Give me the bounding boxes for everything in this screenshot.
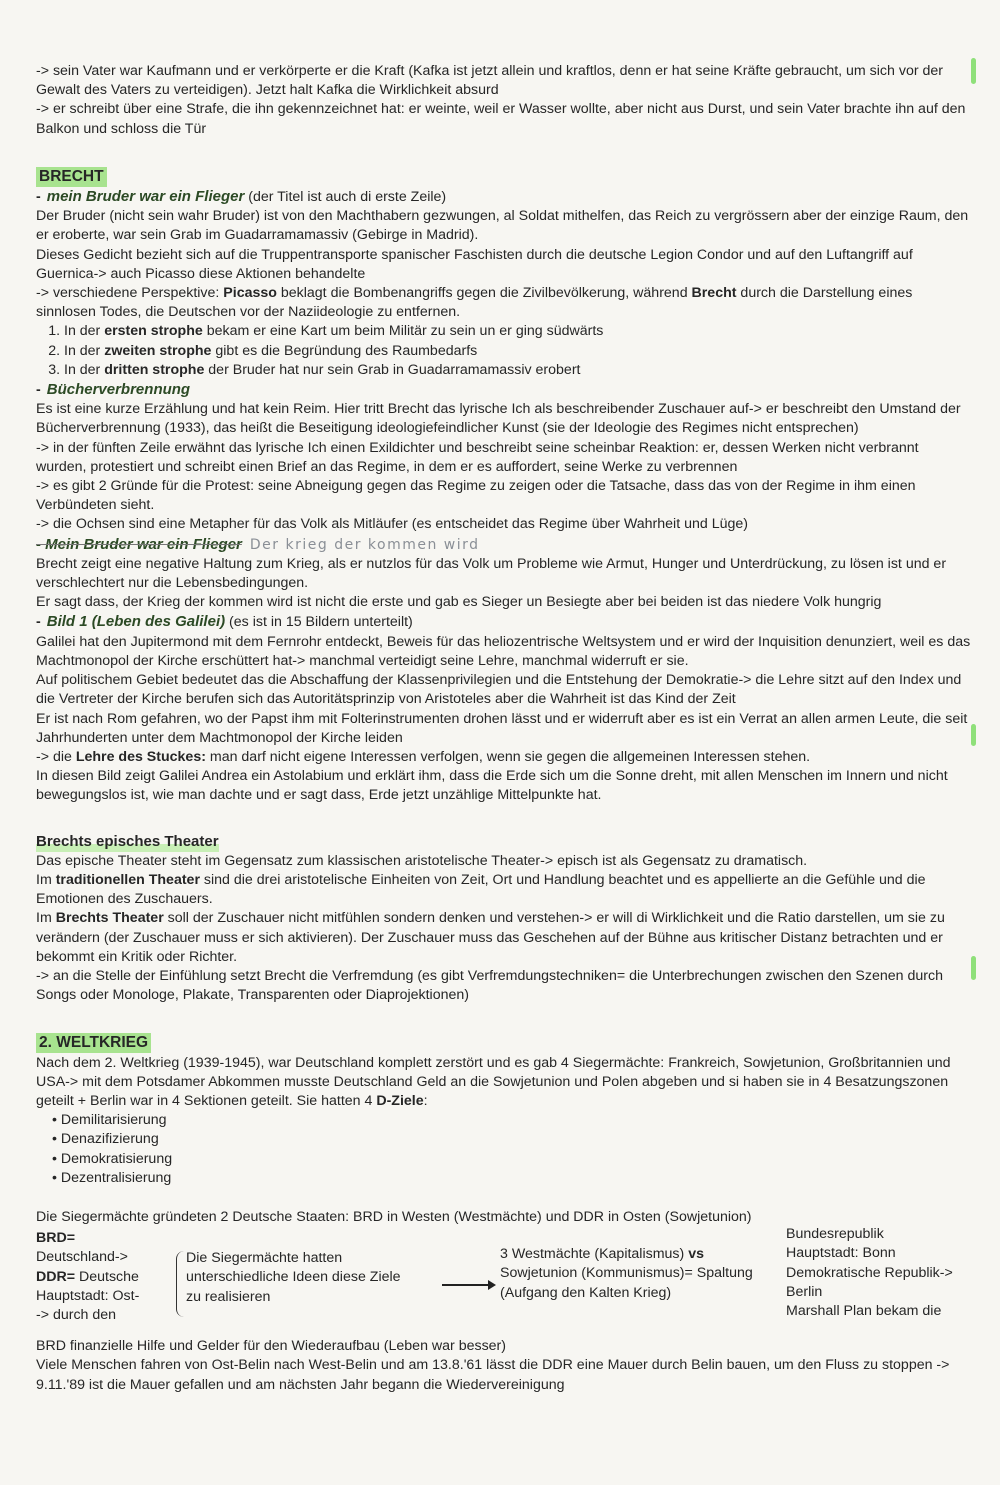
- diagram-right-column: [786, 1225, 986, 1321]
- theater-paragraph-4: -> an die Stelle der Einfühlung setzt Brecht die Verfremdung (es gibt Verfremdungstechniken= die Unterbrechungen zwischen den Szenen durch Songs oder Monologe, Plakate, Transparenten oder Diaprojektionen): [36, 967, 943, 1004]
- ddr-capital: Hauptstadt: Ost-: [36, 1287, 140, 1304]
- d-ziele-bold: D-Ziele: [376, 1092, 424, 1109]
- brd-text: Deutschland->: [36, 1249, 128, 1266]
- right-line: Demokratische Republik->: [786, 1264, 953, 1281]
- kalter-krieg-text: (Aufgang den Kalten Krieg): [500, 1284, 672, 1301]
- theater-paragraph-3: Im Brechts Theater soll der Zuschauer nicht mitfühlen sondern denken und verstehen-> er will di Wirklichkeit und die Ratio darstellen, um sie zu verändern (der Zuschauer muss er sich aktivieren). Der Zuschauer muss das Geschehen auf der Bühne aus kritischer Distanz betrachten und er bekommt ein Kritik oder Richter.: [36, 910, 945, 965]
- picasso-bold: Picasso: [223, 285, 277, 302]
- strophe-item: 1. In der ersten strophe bekam er eine Kart um beim Militär zu sein un er ging südwärts: [64, 322, 972, 341]
- right-line: Berlin: [786, 1283, 823, 1300]
- krieg-paragraph-2: Er sagt dass, der Krieg der kommen wird ist nicht die erste und gab es Sieger un Besiegte aber bei beiden ist das niedere Volk hungrig: [36, 594, 882, 611]
- ww2-paragraph-2: Die Siegermächte gründeten 2 Deutsche Staaten: BRD in Westen (Westmächte) und DDR in Osten (Sowjetunion): [36, 1208, 752, 1225]
- theater-paragraph-2: Im traditionellen Theater sind die drei aristotelische Einheiten von Zeit, Ort und Handlung beachtet und es appellierte an die Gefühle und die Emotionen des Zuschauers.: [36, 871, 926, 908]
- bruder-paragraph-3: [36, 284, 972, 322]
- galilei-paragraph-1: Galilei hat den Jupitermond mit dem Fernrohr entdeckt, Beweis für das heliozentrische Weltsystem und er wird der Inquisition denunziert, weil es das Machtmonopol der Kirche erschüttert hat-> manchmal verteidigt seine Lehre, manchmal widerruft er sie.: [36, 633, 971, 669]
- ww2-paragraph-1: Nach dem 2. Weltkrieg (1939-1945), war Deutschland komplett zerstört und es gab 4 Siegermächte: Frankreich, Sowjetunion, Großbritannien und USA-> mit dem Potsdamer Abkommen musste Deutschland Geld an die Sowjetunion und Polen abgeben und si haben sie in 4 Besatzungszonen geteilt + Berlin war in 4 Sektionen geteilt. Sie hatten 4 D-Ziele:: [36, 1054, 951, 1109]
- strophe-list: [36, 322, 972, 380]
- spaltung-text: Sowjetunion (Kommunismus)= Spaltung: [500, 1265, 753, 1282]
- galilei-paragraph-3: Er ist nach Rom gefahren, wo der Papst ihm mit Folterinstrumenten drohen lässt und er widerruft aber es ist ein Verrat an allen armen Leute, die seit Jahrhunderten unter dem Machtmonopol der Kirche leiden: [36, 710, 968, 746]
- strophe-item: 3. In der dritten strophe der Bruder hat nur sein Grab in Guadarramamassiv erobert: [64, 361, 972, 380]
- krieg-paragraph-1: Brecht zeigt eine negative Haltung zum Krieg, als er nutzlos für das Volk um Probleme wie Armut, Hunger und Unterdrückung, zu lösen ist und er verschlechtert nur die Lebensbedingungen.: [36, 555, 947, 592]
- galilei-paragraph-2: Auf politischem Gebiet bedeutet das die Abschaffung der Klassenprivilegien und die Entstehung der Demokratie-> die Lehre sitzt auf den Index und die Vertreter der Kirche berufen sich das Autoritätsprinzip von Aristoteles aber die Wahrheit ist das Kind der Zeit: [36, 672, 962, 708]
- lehre-text: man darf nicht eigene Interessen verfolgen, wenn sie gegen die allgemeinen Interessen stehen.: [205, 748, 811, 765]
- galilei-paragraph-4: [36, 748, 972, 767]
- arrow-right-icon: [442, 1284, 494, 1286]
- traditional-theater-bold: traditionellen Theater: [55, 871, 200, 888]
- buecher-paragraph-3: -> es gibt 2 Gründe für die Protest: seine Abneigung gegen das Regime zu zeigen oder die Tatsache, dass das von der Regime in ihm einen Verbündeten sieht.: [36, 478, 916, 514]
- mid-line: zu realisieren: [186, 1288, 271, 1305]
- diagram-arrow-column: [500, 1245, 790, 1303]
- brecht-bold: Brecht: [691, 285, 737, 302]
- vs-label: vs: [688, 1246, 704, 1263]
- intro-line-2: -> er schreibt über eine Strafe, die ihn gekennzeichnet hat: er weinte, weil er Wasser wollte, aber nicht aus Durst, und sein Vater brachte ihn auf den Balkon und schloss die Tür: [36, 101, 966, 137]
- bruder-paragraph-1: Der Bruder (nicht sein wahr Bruder) ist von den Machthabern gezwungen, al Soldat mithelfen, das Reich zu vergrössern aber der einzige Raum, den er eroberte, war sein Grab im Guadarramamassiv (Gebirge in Madrid).: [36, 208, 969, 244]
- section-title-galilei: - Bild 1 (Leben des Galilei) (es ist in 15 Bildern unterteilt): [36, 613, 413, 631]
- perspective-middle: beklagt die Bombenangriffs gegen die Zivilbevölkerung, während: [276, 285, 692, 302]
- d-ziel-item: • Demokratisierung: [52, 1150, 972, 1169]
- lehre-bold: Lehre des Stuckes:: [75, 748, 206, 765]
- ww2-heading: 2. WELTKRIEG: [36, 1033, 151, 1053]
- durch-den-text: -> durch den: [36, 1306, 117, 1323]
- intro-line-1: -> sein Vater war Kaufmann und er verkörperte er die Kraft (Kafka ist jetzt allein und kraftlos, denn er hat seine Kräfte gebraucht, um sich vor der Gewalt des Vaters zu verteidigen). Jetzt halt Kafka die Wirklichkeit absurd: [36, 63, 944, 99]
- lehre-intro: -> die: [36, 748, 76, 765]
- handwritten-correction: Der krieg der kommen wird: [249, 536, 480, 553]
- d-ziel-item: • Demilitarisierung: [52, 1111, 972, 1130]
- brecht-theater-bold: Brechts Theater: [55, 910, 164, 927]
- bruder-title-note: (der Titel ist auch di erste Zeile): [244, 189, 447, 206]
- diagram-left-column: [36, 1229, 176, 1325]
- section-title-buecher: - Bücherverbrennung: [36, 381, 191, 399]
- galilei-paragraph-5: In diesen Bild zeigt Galilei Andrea ein Astolabium und erklärt ihm, dass die Erde sich um die Sonne dreht, mit allen Menschen im Innern und nicht bewegungslos ist, wie man dachte und er sagt dass, Erde jetzt unzählige Mittelpunkte hat.: [36, 768, 948, 804]
- brecht-heading: BRECHT: [36, 167, 107, 187]
- buecher-paragraph-2: -> in der fünften Zeile erwähnt das lyrische Ich einen Exildichter und beschreibt seine scheinbar Reaktion: er, dessen Werken nicht verbrannt wurden, protestiert und schreibt einen Brief an das Regime, in dem er es auffordert, seine Werke zu verbrennen: [36, 439, 919, 475]
- westmaechte-text: 3 Westmächte (Kapitalismus): [500, 1246, 689, 1263]
- brd-label: BRD=: [36, 1230, 76, 1247]
- right-line: Bundesrepublik: [786, 1226, 884, 1243]
- galilei-title-note: (es ist in 15 Bildern unterteilt): [225, 614, 413, 631]
- theater-paragraph-1: Das epische Theater steht im Gegensatz zum klassischen aristotelische Theater-> episch ist als Gegensatz zu dramatisch.: [36, 852, 808, 869]
- galilei-title: Bild 1 (Leben des Galilei): [46, 613, 226, 631]
- perspective-end: durch die Darstellung eines sinnlosen Todes, die Deutschen vor der Naziideologie zu entfernen.: [36, 285, 913, 321]
- bruder-paragraph-2: Dieses Gedicht bezieht sich auf die Truppentransporte spanischer Faschisten durch die deutsche Legion Condor und auf den Luftangriff auf Guernica-> auch Picasso diese Aktionen behandelte: [36, 246, 913, 282]
- buecher-paragraph-1: Es ist eine kurze Erzählung und hat kein Reim. Hier tritt Brecht das lyrische Ich als beschreibender Zuschauer auf-> er beschreibt den Umstand der Bücherverbrennung (1933), das heißt die Beseitigung ideologiefeindlicher Kunst (sie der Ideologie des Regimes nicht entsprechen): [36, 401, 961, 437]
- krieg-title-crossed: - Mein Bruder war ein Flieger: [36, 535, 242, 553]
- ddr-label: DDR=: [36, 1268, 76, 1285]
- buecher-paragraph-4: -> die Ochsen sind eine Metapher für das Volk als Mitläufer (es entscheidet das Regime über Wahrheit und Lüge): [36, 516, 748, 533]
- d-ziele-list: [36, 1111, 972, 1188]
- right-line: Marshall Plan bekam die: [786, 1302, 942, 1319]
- buecher-title: Bücherverbrennung: [46, 381, 191, 399]
- strophe-item: 2. In der zweiten strophe gibt es die Begründung des Raumbedarfs: [64, 342, 972, 361]
- mid-line: unterschiedliche Ideen diese Ziele: [186, 1269, 401, 1286]
- section-title-bruder: - mein Bruder war ein Flieger (der Titel ist auch di erste Zeile): [36, 188, 447, 206]
- bruder-title: mein Bruder war ein Flieger: [46, 188, 245, 206]
- d-ziel-item: • Dezentralisierung: [52, 1169, 972, 1188]
- section-title-krieg: [36, 535, 972, 555]
- ddr-text: Deutsche: [75, 1268, 139, 1285]
- perspective-intro: -> verschiedene Perspektive:: [36, 285, 224, 302]
- right-line: Hauptstadt: Bonn: [786, 1245, 896, 1262]
- ww2-paragraph-4: Viele Menschen fahren von Ost-Belin nach West-Belin und am 13.8.'61 lässt die DDR eine Mauer durch Belin bauen, um den Fluss zu stoppen -> 9.11.'89 ist die Mauer gefallen und am nächsten Jahr begann die Wiedervereinigung: [36, 1357, 950, 1393]
- mid-line: Die Siegermächte hatten: [186, 1250, 343, 1267]
- d-ziel-item: • Denazifizierung: [52, 1130, 972, 1149]
- ww2-paragraph-3: BRD finanzielle Hilfe und Gelder für den Wiederaufbau (Leben war besser): [36, 1338, 507, 1355]
- theater-heading: Brechts episches Theater: [36, 832, 219, 850]
- notes-page: [36, 62, 972, 1395]
- states-diagram: [36, 1226, 972, 1357]
- diagram-mid-column: [186, 1249, 436, 1307]
